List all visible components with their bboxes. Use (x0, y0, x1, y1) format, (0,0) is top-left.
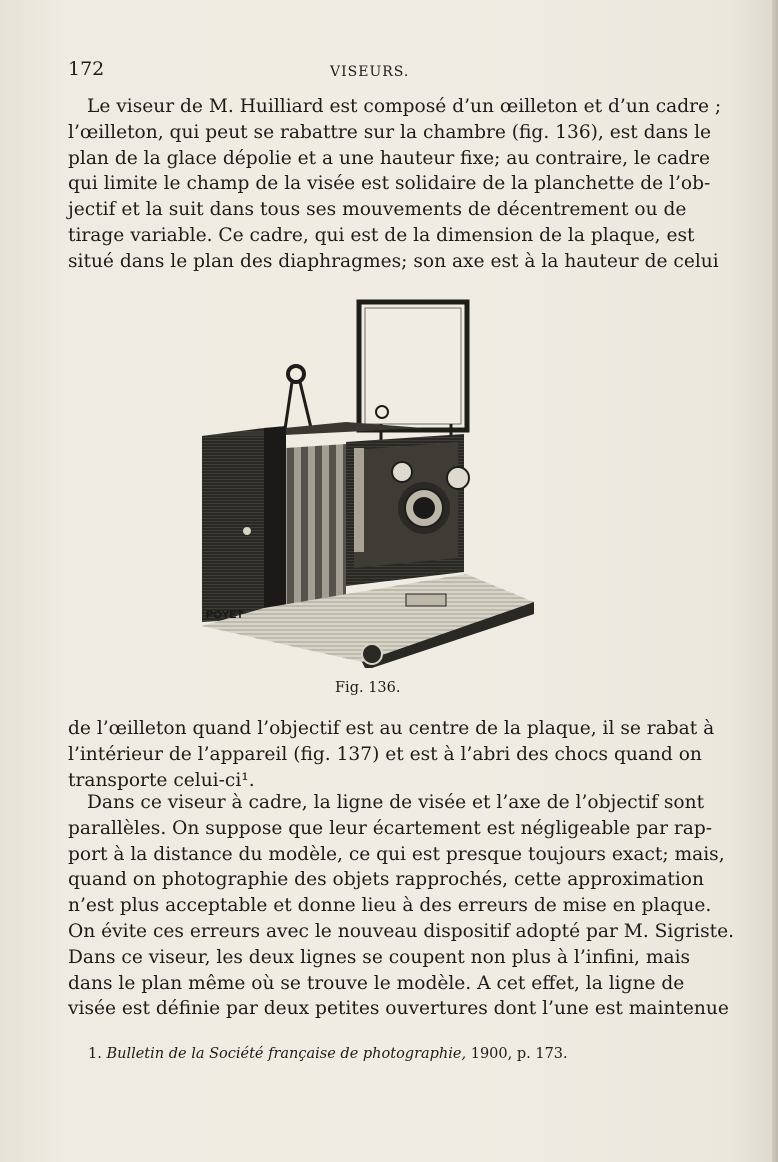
text-line: situé dans le plan des diaphragmes; son axe est à la hauteur de celui (68, 250, 719, 272)
text-line: l’intérieur de l’appareil (fig. 137) et est à l’abri des chocs quand on (68, 743, 702, 765)
text-line: tirage variable. Ce cadre, qui est de la dimension de la plaque, est (68, 224, 695, 246)
text-line: parallèles. On suppose que leur écartement est négligeable par rap- (68, 817, 713, 839)
paragraph-1 (68, 94, 722, 275)
page-header (68, 58, 668, 84)
footnote-reference: 1900, p. 173. (470, 1046, 568, 1062)
text-line: plan de la glace dépolie et a une hauteur fixe; au contraire, le cadre (68, 147, 711, 169)
text-line: Dans ce viseur, les deux lignes se coupent non plus à l’infini, mais (68, 946, 691, 968)
text-line: Dans ce viseur à cadre, la ligne de visée et l’axe de l’objectif sont (87, 792, 705, 813)
paragraph-3 (68, 790, 734, 1022)
text-line: Le viseur de M. Huilliard est composé d’un œilleton et d’un cadre ; (87, 96, 722, 117)
text-line: port à la distance du modèle, ce qui est presque toujours exact; mais, (68, 843, 725, 865)
text-line: de l’œilleton quand l’objectif est au centre de la plaque, il se rabat à (68, 718, 715, 739)
text-line: transporte celui-ci¹. (68, 769, 255, 791)
page-number: 172 (68, 58, 105, 80)
running-head: VISEURS. (330, 64, 410, 80)
paragraph-2 (68, 716, 715, 793)
footnote-number: 1. (88, 1046, 102, 1062)
text-line: jectif et la suit dans tous ses mouvements de décentrement ou de (68, 199, 687, 221)
text-line: visée est définie par deux petites ouvertures dont l’une est maintenue (68, 998, 729, 1020)
page-edge (772, 0, 778, 1162)
camera-engraving (196, 296, 542, 668)
figure-caption: Fig. 136. (335, 680, 401, 696)
camera-illustration (196, 296, 542, 668)
maker-mark: POYET (206, 609, 244, 621)
text-line: qui limite le champ de la visée est solidaire de la planchette de l’ob- (68, 173, 711, 195)
text-line: On évite ces erreurs avec le nouveau dispositif adopté par M. Sigriste. (68, 920, 734, 942)
text-line: l’œilleton, qui peut se rabattre sur la chambre (fig. 136), est dans le (68, 121, 712, 143)
text-line: dans le plan même où se trouve le modèle. A cet effet, la ligne de (68, 972, 685, 994)
footnote-title: Bulletin de la Société française de photographie, (106, 1046, 467, 1062)
text-line: n’est plus acceptable et donne lieu à des erreurs de mise en plaque. (68, 895, 712, 917)
text-line: quand on photographie des objets rapprochés, cette approximation (68, 869, 704, 891)
footnote (88, 1046, 568, 1062)
